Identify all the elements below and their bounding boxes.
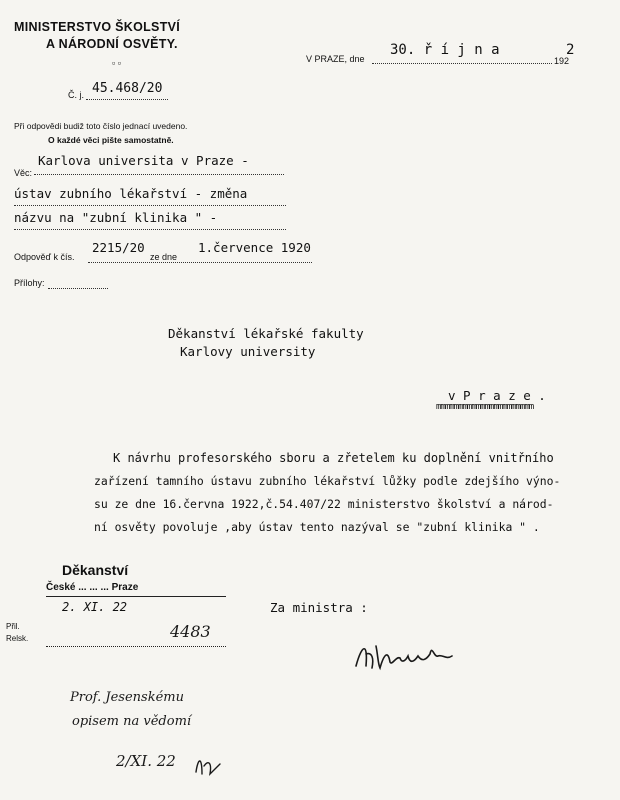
place-date-label: V PRAZE, dne xyxy=(306,54,365,64)
date-dotted-line xyxy=(372,63,552,64)
body-line-2: zařízení tamního ústavu zubního lékařství lůžky podle zdejšího výno- xyxy=(94,474,561,488)
handwritten-note-line-2: opisem na vědomí xyxy=(72,714,192,729)
stamp-institution: České ... ... ... Praze xyxy=(46,582,139,593)
reply-label: Odpověď k čís. xyxy=(14,252,75,262)
reference-number: 45.468/20 xyxy=(92,81,163,96)
body-line-4: ní osvěty povoluje ,aby ústav tento nazýval se "zubní klinika " . xyxy=(94,520,540,534)
addressee-line-2: Karlovy university xyxy=(180,344,316,359)
reference-dotted-line xyxy=(86,99,168,100)
subject-dotted-line-3 xyxy=(14,229,286,230)
reference-note: Při odpovědi budiž toto číslo jednací uvedeno. xyxy=(14,121,188,131)
closing-label: Za ministra : xyxy=(270,600,368,615)
ministry-name-line2: A NÁRODNÍ OSVĚTY. xyxy=(46,37,178,51)
subject-dotted-line-2 xyxy=(14,205,286,206)
separate-matter-note: O každé věci pište samostatně. xyxy=(48,135,174,145)
handwritten-note-line-1: Prof. Jesenskému xyxy=(70,690,184,705)
subject-label: Věc: xyxy=(14,168,33,178)
reference-label: Č. j. xyxy=(68,90,85,100)
stamp-date: 2. XI. 22 xyxy=(62,600,128,614)
body-line-1: K návrhu profesorského sboru a zřetelem ku doplnění vnitřního xyxy=(113,451,554,465)
year-prefix: 192 xyxy=(554,56,570,66)
letter-date: 30. ř í j n a xyxy=(390,42,500,58)
handwritten-initials xyxy=(192,752,222,778)
deans-office-stamp xyxy=(6,562,230,654)
ministry-name-line1: MINISTERSTVO ŠKOLSTVÍ xyxy=(14,20,181,34)
handwritten-date: 2/XI. 22 xyxy=(116,752,176,770)
subject-line-2: ústav zubního lékařství - změna xyxy=(14,186,248,201)
reply-date-label: ze dne xyxy=(150,252,178,262)
stamp-label-attachments: Přil. xyxy=(6,622,20,631)
stamp-number: 4483 xyxy=(170,622,211,641)
stamp-title: Děkanství xyxy=(62,562,129,578)
subject-dotted-line-1 xyxy=(34,174,284,175)
addressee-underline: mmmmmmmmmmmmmmmmmmmmmm xyxy=(436,402,534,412)
subject-line-3: názvu na "zubní klinika " - xyxy=(14,210,218,225)
addressee-city: v P r a z e . xyxy=(448,388,546,403)
attachments-dotted-line xyxy=(48,288,108,289)
stamp-label-registry: Relsk. xyxy=(6,634,29,643)
minister-signature xyxy=(352,636,464,676)
body-line-3: su ze dne 16.června 1922,č.54.407/22 ministerstvo školství a národ- xyxy=(94,497,554,511)
attachments-label: Přílohy: xyxy=(14,278,45,288)
reply-date: 1.července 1920 xyxy=(198,240,311,255)
year-digit: 2 xyxy=(566,42,575,58)
addressee-line-1: Děkanství lékařské fakulty xyxy=(168,326,364,341)
subject-line-1: Karlova universita v Praze - xyxy=(38,153,249,168)
reply-dotted-line xyxy=(88,262,312,263)
reply-number: 2215/20 xyxy=(92,240,145,255)
header-ornament: ▫ ▫ xyxy=(112,58,121,68)
